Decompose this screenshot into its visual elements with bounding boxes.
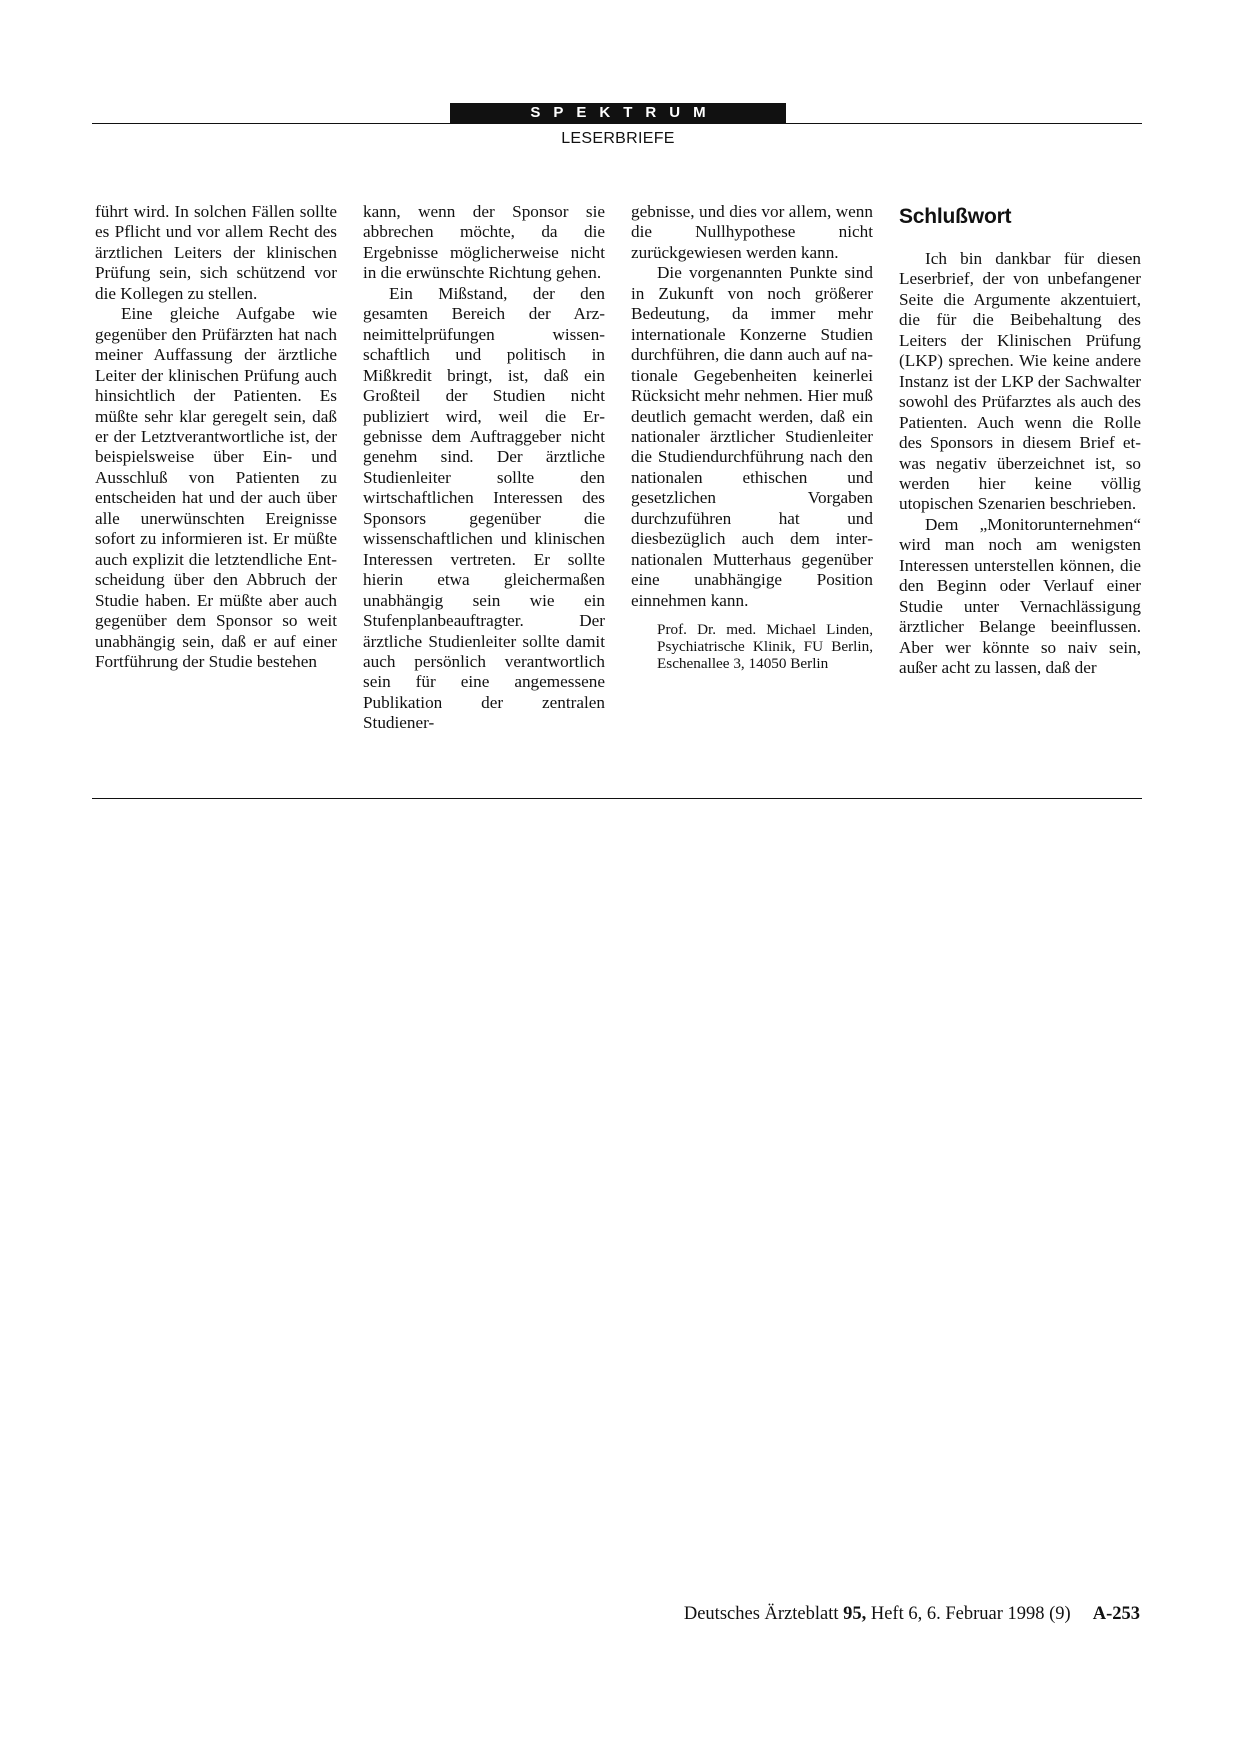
article-column-2 — [363, 202, 605, 734]
paragraph: Die vorgenannten Punkte sind in Zukunft von noch größerer Bedeutung, da immer mehr internationale Konzerne Studien durchführen, die dann auch auf nationale Gegebenheiten keinerlei Rücksicht mehr nehmen. Hier muß deutlich gemacht werden, daß ein nationaler ärztlicher Studienleiter die Studiendurchführung nach den nationalen ethischen und gesetzlichen Vorgaben durchzuführen hat und diesbezüglich auch dem internationalen Mutterhaus gegenüber eine unabhängige Position einnehmen kann. — [631, 263, 873, 610]
header-rule — [92, 123, 1142, 124]
paragraph: gebnisse, und dies vor allem, wenn die Nullhypothese nicht zurückgewiesen werden kann. — [631, 202, 873, 262]
paragraph: Ich bin dankbar für diesen Leserbrief, der von unbefangener Seite die Argumente akzentuiert, die für die Beibehaltung des Leiters der Klinischen Prüfung (LKP) sprechen. Wie keine andere Instanz ist der LKP der Sachwalter sowohl des Prüfarztes als auch des Patienten. Auch wenn die Rolle des Sponsors in diesem Brief etwas negativ überzeichnet ist, so werden hier keine völlig utopischen Szenarien beschrieben. — [899, 249, 1141, 514]
paragraph: Dem „Monitorunternehmen“ wird man noch am wenigsten Interessen unterstellen können, die den Beginn oder Verlauf einer Studie unter Vernachlässigung ärztlicher Belange beeinflussen. Aber wer könnte so naiv sein, außer acht zu lassen, daß der — [899, 514, 1141, 678]
section-title: SPEKTRUM — [450, 103, 786, 123]
paragraph: Eine gleiche Aufgabe wie gegenüber den Prüfärzten hat nach meiner Auffassung der ärztliche Leiter der klinischen Prüfung auch hinsichtlich der Patienten. Es müßte sehr klar geregelt sein, daß er der Letztverantwortliche ist, der beispielsweise über Ein- und Ausschluß von Patienten zu entscheiden hat und der auch über alle unerwünschten Ereignisse sofort zu informieren ist. Er müßte auch explizit die letztendliche Entscheidung über den Abbruch der Studie haben. Er müßte aber auch gegenüber dem Sponsor so weit unabhängig sein, daß er auf einer Fortführung der Studie bestehen — [95, 304, 337, 671]
page-footer — [684, 1603, 1140, 1625]
article-column-3 — [631, 202, 873, 672]
article-column-4 — [899, 205, 1141, 679]
subsection-title: LESERBRIEFE — [561, 130, 675, 147]
journal-issue: Heft 6, 6. Februar 1998 (9) — [870, 1604, 1071, 1624]
page-number: A-253 — [1092, 1604, 1140, 1624]
journal-volume: 95, — [843, 1604, 867, 1624]
author-signature: Prof. Dr. med. Michael Linden, Psychiatrische Klinik, FU Berlin, Eschenallee 3, 14050 Berlin — [657, 621, 873, 673]
bottom-rule — [92, 798, 1142, 799]
reply-heading: Schlußwort — [899, 205, 1012, 228]
article-column-1 — [95, 202, 337, 672]
journal-name: Deutsches Ärzteblatt — [683, 1604, 839, 1624]
paragraph: Ein Mißstand, der den gesamten Bereich der Arzneimittelprüfungen wissenschaftlich und politisch in Mißkredit bringt, ist, daß ein Großteil der Studien nicht publiziert wird, weil die Ergebnisse dem Auftraggeber nicht genehm sind. Der ärztliche Studienleiter sollte den wirtschaftlichen Interessen des Sponsors gegenüber die wissenschaftlichen und klinischen Interessen vertreten. Er sollte hierin etwa gleichermaßen unabhängig sein wie ein Stufenplanbeauftragter. Der ärztliche Studienleiter sollte damit auch persönlich verantwortlich sein für eine angemessene Publikation der zentralen Studiener- — [363, 283, 605, 733]
paragraph: führt wird. In solchen Fällen sollte es Pflicht und vor allem Recht des ärztlichen Leiters der klinischen Prüfung sein, sich schützend vor die Kollegen zu stellen. — [95, 202, 337, 303]
paragraph: kann, wenn der Sponsor sie abbrechen möchte, da die Ergebnisse möglicherweise nicht in die erwünschte Richtung gehen. — [363, 202, 605, 283]
